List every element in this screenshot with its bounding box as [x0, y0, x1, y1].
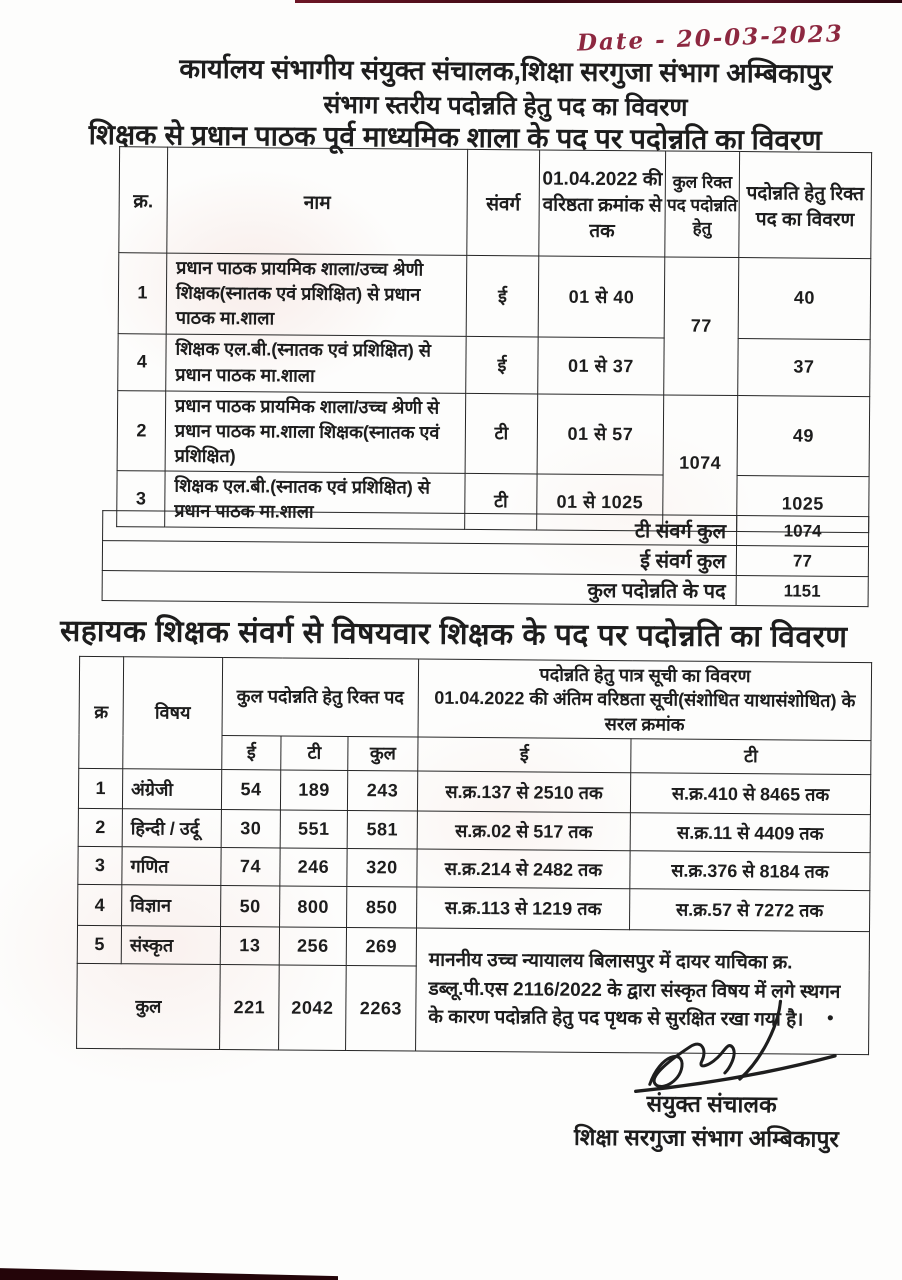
cell-name: प्रधान पाठक प्रायमिक शाला/उच्च श्रेणी शिक्षक(स्नातक एवं प्रशिक्षित) से प्रधान पाठक मा.शाला — [166, 253, 467, 336]
summary-row — [102, 571, 868, 607]
cell-total: 850 — [347, 886, 417, 928]
cell-sr-t: स.क्र.57 से 7272 तक — [630, 889, 870, 932]
promotion-table-head-teacher — [116, 146, 872, 532]
subheader-sr-t: टी — [631, 739, 871, 775]
table2-header-row — [79, 656, 872, 740]
cell-sr-e: स.क्र.113 से 1219 तक — [417, 887, 630, 930]
total-t: 2042 — [279, 965, 347, 1051]
subheader-t: टी — [281, 736, 348, 771]
table-row — [117, 390, 870, 476]
table-row — [77, 925, 869, 969]
cell-t: 551 — [280, 810, 347, 849]
cell-t: 256 — [279, 927, 346, 966]
cell-total: 581 — [347, 810, 417, 849]
cell-e: 13 — [220, 927, 279, 965]
cell-name: प्रधान पाठक प्रायमिक शाला/उच्च श्रेणी से प्रधान पाठक मा.शाला शिक्षक(स्नातक एवं प्रशिक्षित) — [165, 391, 466, 474]
cell-subject: गणित — [122, 847, 221, 886]
cell-detail: 37 — [738, 338, 870, 396]
cell-total: 320 — [347, 848, 417, 887]
table1-header-name: नाम — [167, 147, 468, 255]
cell-group-total-t: 1074 — [663, 395, 738, 532]
table2-header-subject: विषय — [123, 657, 223, 770]
cell-subject: संस्कृत — [121, 926, 220, 965]
cell-sn: 3 — [78, 846, 122, 884]
cell-cadre: ई — [466, 255, 539, 336]
cell-sr-t: स.क्र.410 से 8465 तक — [630, 773, 870, 815]
subheader-e: ई — [222, 736, 281, 770]
cell-subject: विज्ञान — [122, 885, 221, 927]
summary-value: 1151 — [736, 576, 868, 607]
table2-header-vacant-group: कुल पदोन्नति हेतु रिक्त पद — [222, 658, 419, 738]
cell-sr-t: स.क्र.376 से 8184 तक — [630, 851, 870, 891]
table2-header-sn: क्र — [79, 656, 124, 768]
cell-sn: 1 — [78, 768, 122, 808]
table-row — [78, 846, 870, 890]
cell-detail: 49 — [737, 395, 870, 477]
signatory-designation: संयुक्त संचालक — [646, 1090, 777, 1118]
cell-sr-e: स.क्र.214 से 2482 तक — [417, 849, 630, 889]
cell-total: 243 — [347, 770, 417, 811]
cell-subject: हिन्दी / उर्दू — [122, 809, 221, 848]
cell-sn: 1 — [118, 253, 167, 334]
eligible-header-line1: पदोन्नति हेतु पात्र सूची का विवरण — [539, 664, 751, 687]
table1-header-cadre: संवर्ग — [467, 149, 540, 256]
cell-e: 50 — [221, 886, 280, 927]
table1-header-row — [119, 147, 872, 259]
cell-name: शिक्षक एल.बी.(स्नातक एवं प्रशिक्षित) से प्रधान पाठक मा.शाला — [165, 471, 465, 529]
cell-sn: 3 — [117, 471, 165, 527]
summary-value: 77 — [736, 546, 868, 577]
cell-name: शिक्षक एल.बी.(स्नातक एवं प्रशिक्षित) से प्रधान पाठक मा.शाला — [166, 334, 466, 393]
cell-seniority-range: 01 से 37 — [538, 337, 664, 395]
cell-total: 269 — [346, 927, 416, 966]
cell-seniority-range: 01 से 40 — [538, 256, 665, 338]
table2-title: सहायक शिक्षक संवर्ग से विषयवार शिक्षक के पद पर पदोन्नति का विवरण — [59, 614, 848, 654]
signatory-office: शिक्षा सरगुजा संभाग अम्बिकापुर — [573, 1123, 839, 1152]
cell-e: 74 — [221, 848, 280, 886]
cell-cadre: टी — [465, 474, 537, 530]
cell-t: 189 — [280, 770, 347, 811]
cell-group-total-e: 77 — [664, 257, 739, 395]
subheader-sr-e: ई — [418, 737, 631, 773]
subjectwise-promotion-table — [76, 656, 872, 1055]
cell-t: 246 — [280, 848, 347, 887]
table1-title: शिक्षक से प्रधान पाठक पूर्व माध्यमिक शाला के पद पर पदोन्नति का विवरण — [88, 118, 822, 156]
cell-cadre: ई — [466, 336, 538, 394]
table1-header-sn: क्र. — [119, 147, 168, 253]
table2-header-eligible-group — [418, 659, 872, 741]
cell-e: 30 — [221, 810, 280, 848]
cell-detail: 40 — [738, 258, 871, 340]
cell-sn: 2 — [117, 390, 166, 471]
cell-seniority-range: 01 से 57 — [537, 394, 664, 476]
total-row-label: कुल — [77, 963, 221, 1049]
eligible-header-line2: 01.04.2022 की अंतिम वरिष्ठता सूची(संशोधित याथासंशोधित) के सरल क्रमांक — [434, 688, 856, 735]
table1-summary — [102, 510, 870, 607]
handwritten-date: Date - 20-03-2023 — [576, 20, 845, 57]
summary-label: टी संवर्ग कुल — [103, 511, 737, 546]
cell-sr-e: स.क्र.02 से 517 तक — [417, 811, 630, 851]
page-subtitle: संभाग स्तरीय पदोन्नति हेतु पद का विवरण — [323, 90, 688, 122]
cell-sr-e: स.क्र.137 से 2510 तक — [417, 771, 630, 813]
summary-label: ई संवर्ग कुल — [102, 541, 736, 576]
cell-sn: 4 — [78, 884, 122, 925]
court-stay-note: माननीय उच्च न्यायालय बिलासपुर में दायर याचिका क्र. डब्लू.पी.एस 2116/2022 के द्वारा संस्कृत विषय में लगे स्थगन के कारण पदोन्नति हेतु पद पृथक से सुरक्षित रखा गया है। — [416, 928, 870, 1055]
summary-value: 1074 — [737, 516, 869, 547]
table-row — [118, 333, 870, 396]
table1-header-seniority: 01.04.2022 की वरिष्ठता क्रमांक से तक — [539, 150, 666, 257]
cell-sr-t: स.क्र.11 से 4409 तक — [630, 813, 870, 853]
total-overall: 2263 — [346, 965, 417, 1051]
cell-e: 54 — [221, 770, 280, 810]
cell-subject: अंग्रेजी — [122, 769, 221, 810]
table-row — [118, 253, 871, 339]
cell-detail: 1025 — [737, 476, 869, 532]
table1-header-total-vacant: कुल रिक्त पद पदोन्नति हेतु — [665, 151, 740, 258]
cell-seniority-range: 01 से 1025 — [537, 474, 663, 530]
subheader-total: कुल — [348, 737, 418, 772]
cell-sn: 2 — [78, 808, 122, 846]
total-e: 221 — [220, 965, 280, 1050]
summary-label: कुल पदोन्नति के पद — [102, 571, 736, 606]
table-row — [78, 884, 870, 931]
office-title: कार्यालय संभागीय संयुक्त संचालक,शिक्षा सरगुजा संभाग अम्बिकापुर — [179, 53, 833, 89]
cell-cadre: टी — [465, 393, 538, 474]
table-row — [78, 768, 870, 814]
table1-header-vacant-detail: पदोन्नति हेतु रिक्त पद का विवरण — [739, 152, 872, 259]
cell-sn: 5 — [77, 925, 121, 963]
table-row — [78, 808, 870, 852]
cell-sn: 4 — [118, 333, 166, 390]
cell-t: 800 — [280, 886, 347, 928]
